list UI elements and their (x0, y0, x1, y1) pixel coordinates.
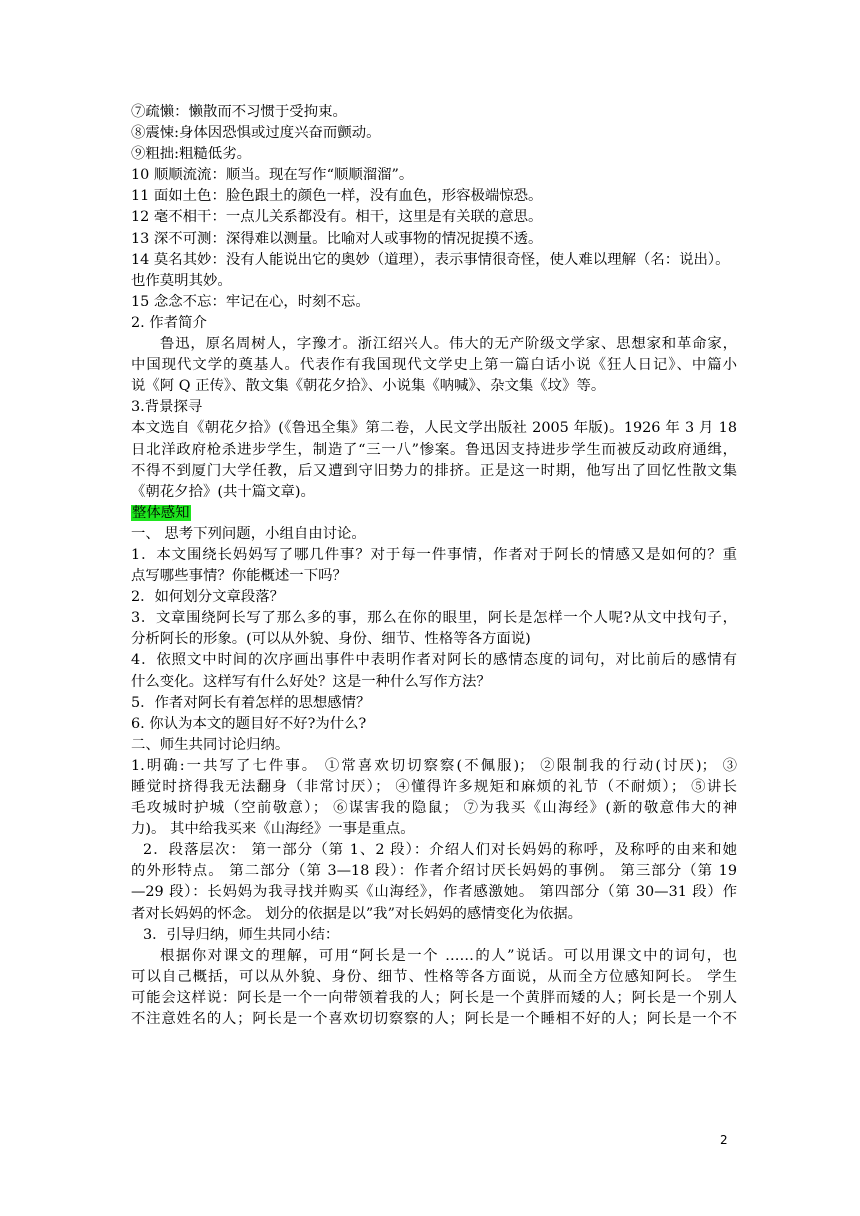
highlighted-heading: 整体感知 (132, 504, 190, 521)
question-line: 1．本文围绕长妈妈写了哪几件事？对于每一件事情，作者对于阿长的情感又是如何的？重 (131, 546, 737, 563)
answer-line: 力)。 其中给我买来《山海经》一事是重点。 (131, 821, 415, 838)
guide-paragraph-line: 可以自己概括，可以从外貌、身份、细节、性格等各方面说，从而全方位感知阿长。 学生 (131, 968, 737, 985)
answer-line: 毛攻城时护城（空前敬意）； ⑥谋害我的隐鼠； ⑦为我买《山海经》(新的敬意伟大的神 (131, 800, 737, 817)
vocab-item-15: 15 念念不忘：牢记在心，时刻不忘。 (131, 293, 370, 310)
page-number: 2 (720, 1133, 728, 1147)
question-line: 5．作者对阿长有着怎样的思想感情？ (131, 694, 371, 711)
author-paragraph-line: 鲁迅，原名周树人，字豫才。浙江绍兴人。伟大的无产阶级文学家、思想家和革命家， (160, 336, 737, 353)
summary-heading: 二、师生共同讨论归纳。 (131, 736, 290, 753)
question-line: 3．文章围绕阿长写了那么多的事，那么在你的眼里，阿长是怎样一个人呢?从文中找句子， (131, 610, 737, 627)
vocab-item-14-cont: 也作莫明其妙。 (131, 272, 232, 289)
question-line: 2．如何划分文章段落？ (131, 589, 285, 606)
structure-line: 2．段落层次： 第一部分（第 1、2 段）：介绍人们对长妈妈的称呼，及称呼的由来和她 (143, 842, 737, 859)
background-paragraph-line: 《朝花夕拾》(共十篇文章)。 (131, 483, 315, 500)
structure-line: 的外形特点。 第二部分（第 3—18 段）：作者介绍讨厌长妈妈的事例。 第三部分（第 19 (131, 863, 737, 880)
section-heading-overview (131, 503, 737, 524)
background-paragraph-line: 日北洋政府枪杀进步学生，制造了“三一八”惨案。鲁迅因支持进步学生而被反动政府通缉， (131, 441, 737, 458)
background-paragraph-line: 不得不到厦门大学任教，后又遭到守旧势力的排挤。正是这一时期，他写出了回忆性散文集 (131, 462, 737, 479)
question-line: 分析阿长的形象。(可以从外貌、身份、细节、性格等各方面说) (131, 631, 531, 648)
question-line: 4．依照文中时间的次序画出事件中表明作者对阿长的感情态度的词句，对比前后的感情有 (131, 652, 737, 669)
vocab-item-14: 14 莫名其妙：没有人能说出它的奥妙（道理），表示事情很奇怪，使人难以理解（名：说出）。 (131, 251, 730, 268)
vocab-item-8: ⑧震悚:身体因恐惧或过度兴奋而颤动。 (131, 125, 381, 142)
answer-line: 1.明确:一共写了七件事。 ①常喜欢切切察察(不佩服)； ②限制我的行动(讨厌)； ③ (131, 757, 737, 774)
author-paragraph-line: 说《阿 Q 正传》、散文集《朝花夕拾》、小说集《呐喊》、杂文集《坟》等。 (131, 378, 606, 395)
vocab-item-7: ⑦疏懒：懒散而不习惯于受拘束。 (131, 104, 347, 120)
vocab-item-10: 10 顺顺流流：顺当。现在写作“顺顺溜溜”。 (131, 167, 414, 184)
section-heading-author: 2. 作者简介 (131, 314, 207, 331)
vocab-item-13: 13 深不可测：深得难以测量。比喻对人或事物的情况捉摸不透。 (131, 230, 543, 247)
background-paragraph-line: 本文选自《朝花夕拾》(《鲁迅全集》第二卷，人民文学出版社 2005 年版)。1926 年 3 月 18 (131, 420, 737, 437)
question-line: 点写哪些事情？你能概述一下吗？ (131, 568, 347, 585)
guide-heading: 3．引导归纳，师生共同小结： (143, 926, 340, 943)
question-line: 6. 你认为本文的题目好不好?为什么? (131, 715, 367, 732)
vocab-item-9: ⑨粗拙:粗糙低劣。 (131, 146, 251, 163)
vocab-item-12: 12 毫不相干：一点儿关系都没有。相干，这里是有关联的意思。 (131, 209, 543, 226)
structure-line: 者对长妈妈的怀念。 划分的依据是以”我”对长妈妈的感情变化为依据。 (131, 905, 583, 922)
question-line: 什么变化。这样写有什么好处？这是一种什么写作方法？ (131, 673, 491, 690)
vocab-item-11: 11 面如土色：脸色跟土的颜色一样，没有血色，形容极端惊恐。 (131, 188, 543, 205)
discussion-intro: 一、 思考下列问题，小组自由讨论。 (131, 525, 366, 542)
guide-paragraph-line: 根据你对课文的理解，可用“阿长是一个 ……的人”说话。可以用课文中的词句，也 (160, 947, 737, 964)
guide-paragraph-line: 可能会这样说：阿长是一个一向带领着我的人；阿长是一个黄胖而矮的人；阿长是一个别人 (131, 989, 737, 1006)
section-heading-background: 3.背景探寻 (131, 399, 203, 416)
answer-line: 睡觉时挤得我无法翻身（非常讨厌）； ④懂得许多规矩和麻烦的礼节（不耐烦）； ⑤讲长 (131, 779, 737, 795)
author-paragraph-line: 中国现代文学的奠基人。代表作有我国现代文学史上第一篇白话小说《狂人日记》、中篇小 (131, 357, 737, 374)
guide-paragraph-line: 不注意姓名的人；阿长是一个喜欢切切察察的人；阿长是一个睡相不好的人；阿长是一个不 (131, 1011, 737, 1028)
structure-line: —29 段）：长妈妈为我寻找并购买《山海经》，作者感激她。 第四部分（第 30—31 段）作 (131, 884, 737, 901)
document-body (131, 102, 737, 1030)
